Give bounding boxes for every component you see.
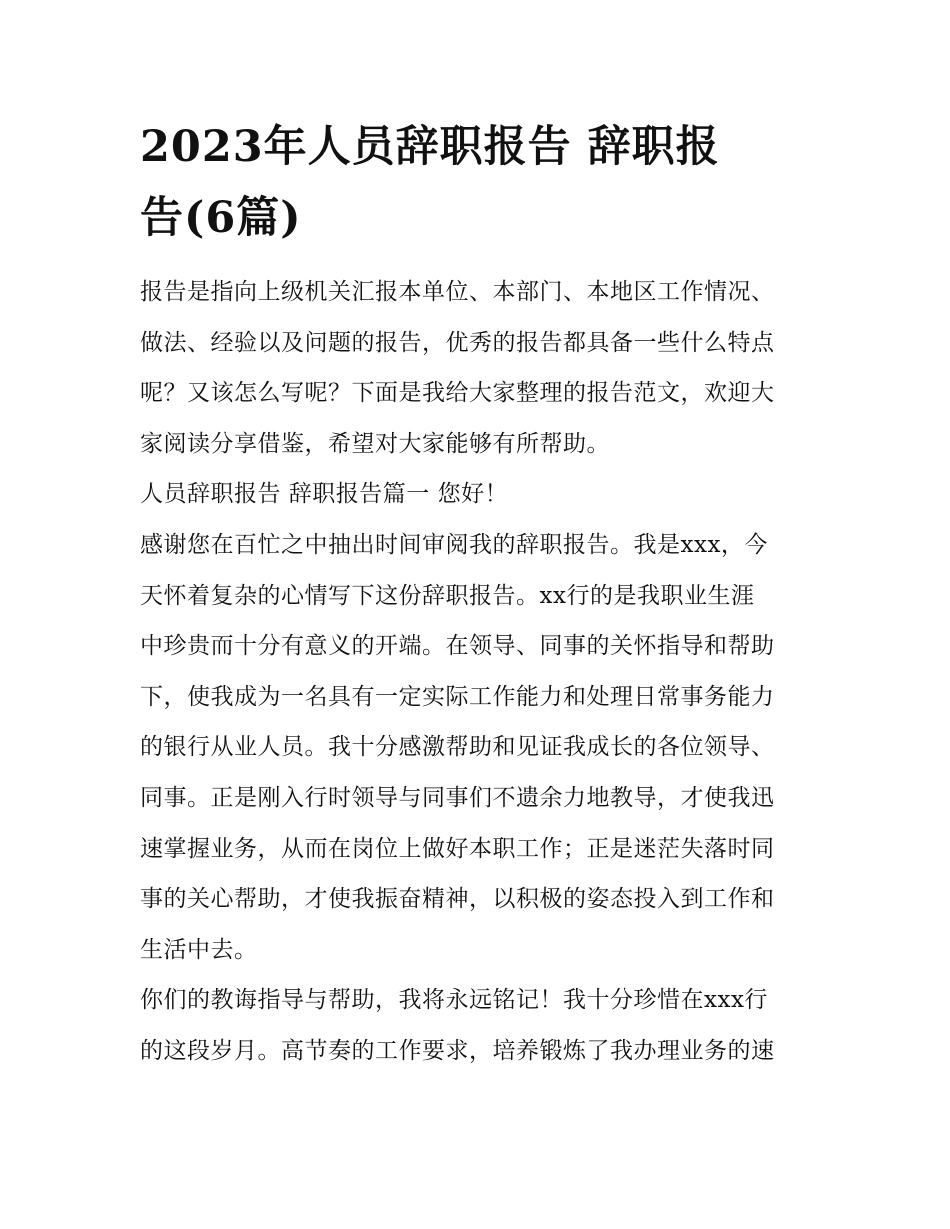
body-paragraph-2: [140, 975, 812, 1076]
title-line-1: 2023年人员辞职报告 辞职报: [140, 122, 720, 172]
paragraph1-line-2: 天怀着复杂的心情写下这份辞职报告。xx行的是我职业生涯: [140, 582, 755, 609]
paragraph1-line-1: 感谢您在百忙之中抽出时间审阅我的辞职报告。我是xxx，今: [140, 531, 768, 558]
paragraph1-line-5: 的银行从业人员。我十分感激帮助和见证我成长的各位领导、: [140, 734, 775, 761]
paragraph1-line-7: 速掌握业务，从而在岗位上做好本职工作；正是迷茫失落时同: [140, 835, 775, 862]
paragraph1-line-4: 下，使我成为一名具有一定实际工作能力和处理日常事务能力: [140, 683, 775, 710]
section-heading: 人员辞职报告 辞职报告篇一 您好！: [140, 481, 509, 508]
title-line-2: 告(6篇): [140, 193, 302, 243]
document-content: [140, 112, 812, 1077]
intro-line-2: 做法、经验以及问题的报告，优秀的报告都具备一些什么特点: [140, 329, 775, 356]
paragraph1-line-9: 生活中去。: [140, 936, 258, 963]
paragraph2-line-1: 你们的教诲指导与帮助，我将永远铭记！我十分珍惜在xxx行: [140, 987, 768, 1014]
document-title: [140, 112, 812, 254]
intro-line-4: 家阅读分享借鉴，希望对大家能够有所帮助。: [140, 430, 610, 457]
paragraph2-line-2: 的这段岁月。高节奏的工作要求，培养锻炼了我办理业务的速: [140, 1037, 775, 1064]
body-paragraph-1: [140, 520, 812, 975]
paragraph1-line-3: 中珍贵而十分有意义的开端。在领导、同事的关怀指导和帮助: [140, 633, 775, 660]
intro-line-3: 呢？又该怎么写呢？下面是我给大家整理的报告范文，欢迎大: [140, 380, 775, 407]
paragraph1-line-6: 同事。正是刚入行时领导与同事们不遗余力地教导，才使我迅: [140, 784, 775, 811]
intro-line-1: 报告是指向上级机关汇报本单位、本部门、本地区工作情况、: [140, 279, 775, 305]
intro-paragraph: [140, 267, 812, 469]
paragraph1-line-8: 事的关心帮助，才使我振奋精神，以积极的姿态投入到工作和: [140, 886, 775, 913]
